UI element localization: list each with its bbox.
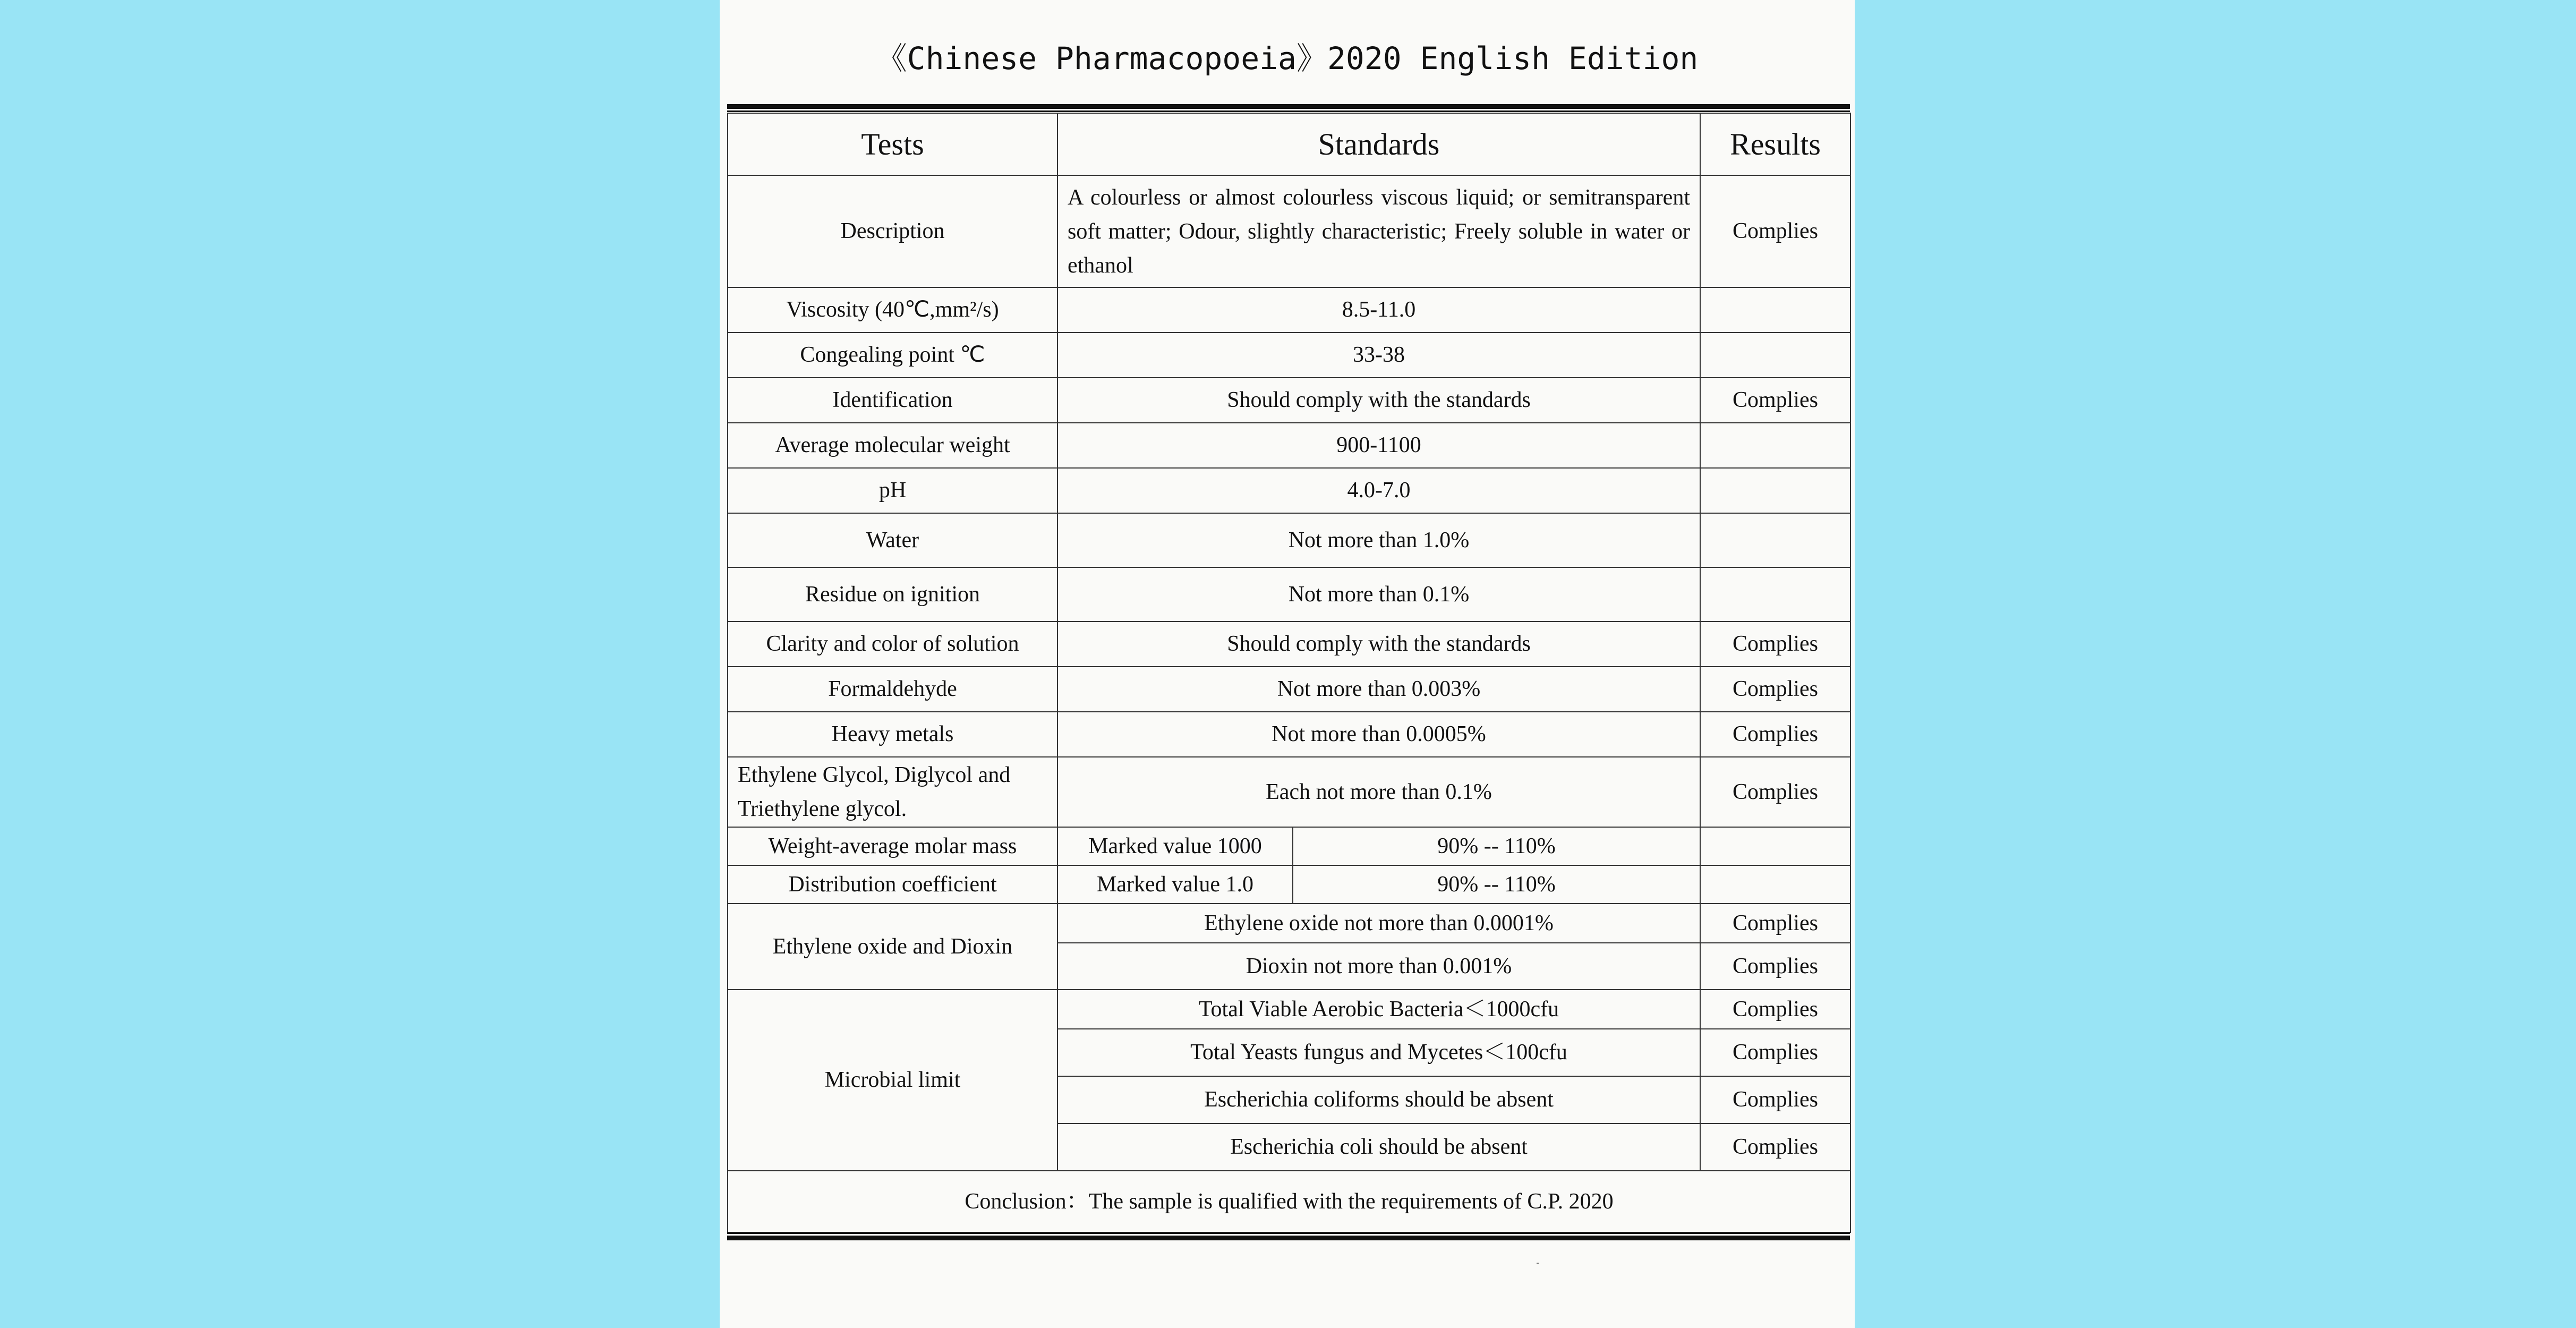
table-row (728, 287, 1850, 333)
result-text (1700, 333, 1850, 378)
table-row (728, 622, 1850, 667)
marked-value: Marked value 1000 (1057, 827, 1293, 865)
results-table (727, 113, 1851, 1233)
result-text: Complies (1700, 1076, 1850, 1123)
standard-text: Not more than 1.0% (1057, 513, 1700, 567)
result-text (1700, 827, 1850, 865)
result-text (1700, 468, 1850, 513)
test-name: Description (728, 175, 1057, 287)
certificate-page (720, 0, 1855, 1328)
standard-text: Each not more than 0.1% (1057, 757, 1700, 827)
result-text: Complies (1700, 1123, 1850, 1171)
marked-value: Marked value 1.0 (1057, 865, 1293, 904)
standard-text: Should comply with the standards (1057, 378, 1700, 423)
standard-text: 8.5-11.0 (1057, 287, 1700, 333)
table-row (728, 865, 1850, 904)
standard-text: Not more than 0.003% (1057, 667, 1700, 712)
result-text: Complies (1700, 622, 1850, 667)
test-name: Congealing point ℃ (728, 333, 1057, 378)
test-name: Formaldehyde (728, 667, 1057, 712)
range-value: 90% -- 110% (1293, 865, 1700, 904)
table-row (728, 423, 1850, 468)
standard-text: Escherichia coliforms should be absent (1057, 1076, 1700, 1123)
standard-text: A colourless or almost colourless viscous liquid; or semitransparent soft matter; Odour, slightly characteristic; Freely soluble in water or ethanol (1057, 175, 1700, 287)
document-title: 《Chinese Pharmacopoeia》2020 English Edition (876, 40, 1699, 76)
header-row (728, 113, 1850, 175)
result-text (1700, 423, 1850, 468)
test-name: Weight-average molar mass (728, 827, 1057, 865)
table-row (728, 378, 1850, 423)
conclusion-text: Conclusion：The sample is qualified with the requirements of C.P. 2020 (728, 1171, 1850, 1232)
table-row (728, 468, 1850, 513)
table-row (728, 513, 1850, 567)
result-text: Complies (1700, 667, 1850, 712)
test-name: Ethylene Glycol, Diglycol and Triethylene glycol. (728, 757, 1057, 827)
test-name: Heavy metals (728, 712, 1057, 757)
table-row (728, 175, 1850, 287)
scan-speck (1537, 1263, 1539, 1264)
bottom-thin-rule (727, 1232, 1850, 1234)
result-text (1700, 287, 1850, 333)
standard-text: Ethylene oxide not more than 0.0001% (1057, 904, 1700, 943)
test-name: Water (728, 513, 1057, 567)
standards-header: Standards (1057, 113, 1700, 175)
test-name: pH (728, 468, 1057, 513)
result-text: Complies (1700, 1029, 1850, 1076)
table-row (728, 567, 1850, 622)
top-thick-rule (727, 104, 1850, 109)
test-name: Ethylene oxide and Dioxin (728, 904, 1057, 990)
standard-text: Dioxin not more than 0.001% (1057, 943, 1700, 990)
test-name: Clarity and color of solution (728, 622, 1057, 667)
results-header: Results (1700, 113, 1850, 175)
test-name: Residue on ignition (728, 567, 1057, 622)
test-name: Microbial limit (728, 990, 1057, 1171)
test-name: Average molecular weight (728, 423, 1057, 468)
bottom-thick-rule (727, 1236, 1850, 1240)
result-text: Complies (1700, 757, 1850, 827)
standard-text: 900-1100 (1057, 423, 1700, 468)
table-row (728, 827, 1850, 865)
result-text: Complies (1700, 904, 1850, 943)
range-value: 90% -- 110% (1293, 827, 1700, 865)
tests-header: Tests (728, 113, 1057, 175)
standard-text: Should comply with the standards (1057, 622, 1700, 667)
standard-text: 4.0-7.0 (1057, 468, 1700, 513)
result-text (1700, 865, 1850, 904)
standard-text: Not more than 0.0005% (1057, 712, 1700, 757)
test-name: Viscosity (40℃,mm²/s) (728, 287, 1057, 333)
standard-text: Not more than 0.1% (1057, 567, 1700, 622)
top-thin-rule (727, 110, 1850, 112)
result-text: Complies (1700, 712, 1850, 757)
table-row (728, 333, 1850, 378)
table-row (728, 757, 1850, 827)
standard-text: 33-38 (1057, 333, 1700, 378)
conclusion-row (728, 1171, 1850, 1232)
test-name: Identification (728, 378, 1057, 423)
result-text (1700, 513, 1850, 567)
standard-text: Escherichia coli should be absent (1057, 1123, 1700, 1171)
result-text: Complies (1700, 175, 1850, 287)
table-row (728, 712, 1850, 757)
result-text (1700, 567, 1850, 622)
standard-text: Total Viable Aerobic Bacteria＜1000cfu (1057, 990, 1700, 1029)
table-row (728, 904, 1850, 943)
table-row (728, 667, 1850, 712)
table-row (728, 990, 1850, 1029)
standard-text: Total Yeasts fungus and Mycetes＜100cfu (1057, 1029, 1700, 1076)
result-text: Complies (1700, 943, 1850, 990)
result-text: Complies (1700, 990, 1850, 1029)
test-name: Distribution coefficient (728, 865, 1057, 904)
result-text: Complies (1700, 378, 1850, 423)
